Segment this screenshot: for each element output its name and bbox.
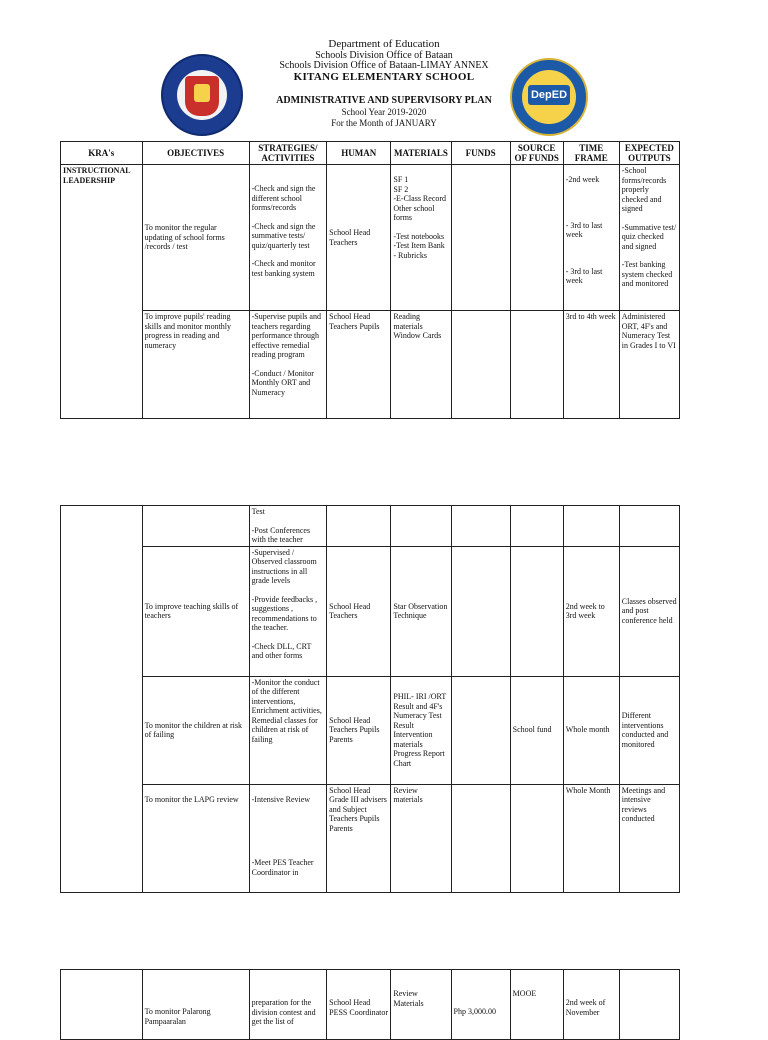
funds-cell	[451, 784, 510, 892]
objective-cell	[142, 506, 249, 547]
division-annex: Schools Division Office of Bataan-LIMAY ANNEX	[279, 60, 489, 71]
time-frame-cell: Whole month	[563, 676, 619, 784]
funds-cell: Php 3,000.00	[451, 970, 510, 1040]
table-row	[61, 784, 680, 892]
human-cell: School Head Teachers	[327, 165, 391, 311]
expected-outputs-cell: Meetings and intensive reviews conducted	[619, 784, 679, 892]
column-header: KRA's	[61, 142, 143, 165]
column-header: HUMAN	[327, 142, 391, 165]
strategies-cell: preparation for the division contest and get the list of	[249, 970, 327, 1040]
source-cell	[510, 311, 563, 419]
funds-cell	[451, 546, 510, 676]
column-header: FUNDS	[451, 142, 510, 165]
human-cell: School Head Teachers Pupils	[327, 311, 391, 419]
expected-outputs-cell	[619, 970, 679, 1040]
document-header	[0, 30, 768, 130]
time-frame-cell: 2nd week of November	[563, 970, 619, 1040]
objective-cell: To improve pupils' reading skills and monitor monthly progress in reading and numeracy	[142, 311, 249, 419]
school-year: School Year 2019-2020	[341, 107, 427, 117]
funds-cell	[451, 165, 510, 311]
expected-outputs-cell: Administered ORT, 4F's and Numeracy Test in Grades I to VI	[619, 311, 679, 419]
expected-outputs-cell	[619, 506, 679, 547]
table-row	[61, 970, 680, 1040]
materials-cell: Reading materials Window Cards	[391, 311, 451, 419]
strategies-cell: -Check and sign the different school forms/records -Check and sign the summative tests/ quiz/quarterly test -Check and monitor test banking system	[249, 165, 327, 311]
human-cell: School Head Teachers Pupils Parents	[327, 676, 391, 784]
materials-cell: Review Materials	[391, 970, 451, 1040]
objective-cell: To monitor the regular updating of school forms /records / test	[142, 165, 249, 311]
school-name: KITANG ELEMENTARY SCHOOL	[293, 71, 475, 83]
time-frame-cell: 2nd week to 3rd week	[563, 546, 619, 676]
table-row	[61, 676, 680, 784]
human-cell	[327, 506, 391, 547]
objective-cell: To monitor the LAPG review	[142, 784, 249, 892]
funds-cell	[451, 676, 510, 784]
plan-title: ADMINISTRATIVE AND SUPERVISORY PLAN	[276, 95, 492, 106]
funds-cell	[451, 311, 510, 419]
plan-table-page-1	[60, 141, 680, 419]
time-frame-cell: -2nd week - 3rd to last week - 3rd to last week	[563, 165, 619, 311]
table-header-row	[61, 142, 680, 165]
time-frame-cell	[563, 506, 619, 547]
materials-cell	[391, 506, 451, 547]
expected-outputs-cell: Classes observed and post conference held	[619, 546, 679, 676]
source-cell: MOOE	[510, 970, 563, 1040]
strategies-cell: -Intensive Review -Meet PES Teacher Coordinator in	[249, 784, 327, 892]
human-cell: School Head Teachers	[327, 546, 391, 676]
column-header: MATERIALS	[391, 142, 451, 165]
department-name: Department of Education	[328, 38, 440, 50]
column-header: STRATEGIES/ ACTIVITIES	[249, 142, 327, 165]
materials-cell: PHIL- IRI /ORT Result and 4F's Numeracy Test Result Intervention materials Progress Report Chart	[391, 676, 451, 784]
plan-table-page-3	[60, 969, 680, 1040]
materials-cell: Star Observation Technique	[391, 546, 451, 676]
deped-division-seal-icon: DepED	[510, 58, 588, 136]
human-cell: School Head PESS Coordinator	[327, 970, 391, 1040]
plan-table-page-2	[60, 505, 680, 893]
division-name: Schools Division Office of Bataan	[315, 50, 453, 61]
source-cell	[510, 784, 563, 892]
objective-cell: To monitor the children at risk of failing	[142, 676, 249, 784]
funds-cell	[451, 506, 510, 547]
column-header: SOURCE OF FUNDS	[510, 142, 563, 165]
time-frame-cell: 3rd to 4th week	[563, 311, 619, 419]
plan-month: For the Month of JANUARY	[331, 118, 437, 128]
source-cell: School fund	[510, 676, 563, 784]
expected-outputs-cell: Different interventions conducted and monitored	[619, 676, 679, 784]
table-row	[61, 165, 680, 311]
objective-cell: To improve teaching skills of teachers	[142, 546, 249, 676]
column-header: EXPECTED OUTPUTS	[619, 142, 679, 165]
strategies-cell: -Monitor the conduct of the different interventions, Enrichment activities, Remedial classes for children at risk of failing	[249, 676, 327, 784]
objective-cell: To monitor Palarong Pampaaralan	[142, 970, 249, 1040]
source-cell	[510, 165, 563, 311]
table-row	[61, 311, 680, 419]
column-header: OBJECTIVES	[142, 142, 249, 165]
strategies-cell: Test -Post Conferences with the teacher	[249, 506, 327, 547]
time-frame-cell: Whole Month	[563, 784, 619, 892]
kra-cell: INSTRUCTIONAL LEADERSHIP	[61, 165, 143, 419]
source-cell	[510, 506, 563, 547]
source-cell	[510, 546, 563, 676]
human-cell: School Head Grade III advisers and Subject Teachers Pupils Parents	[327, 784, 391, 892]
strategies-cell: -Supervised / Observed classroom instructions in all grade levels -Provide feedbacks , suggestions , recommendations to the teacher. -Check DLL, CRT and other forms	[249, 546, 327, 676]
materials-cell: SF 1 SF 2 -E-Class Record Other school forms -Test notebooks -Test Item Bank - Rubricks	[391, 165, 451, 311]
table-row	[61, 506, 680, 547]
expected-outputs-cell: -School forms/records properly checked and signed -Summative test/ quiz checked and signed -Test banking system checked and monitored	[619, 165, 679, 311]
materials-cell: Review materials	[391, 784, 451, 892]
column-header: TIME FRAME	[563, 142, 619, 165]
kra-cell	[61, 970, 143, 1040]
kra-cell	[61, 506, 143, 893]
table-row	[61, 546, 680, 676]
strategies-cell: -Supervise pupils and teachers regarding performance through effective remedial reading program -Conduct / Monitor Monthly ORT and Numeracy	[249, 311, 327, 419]
